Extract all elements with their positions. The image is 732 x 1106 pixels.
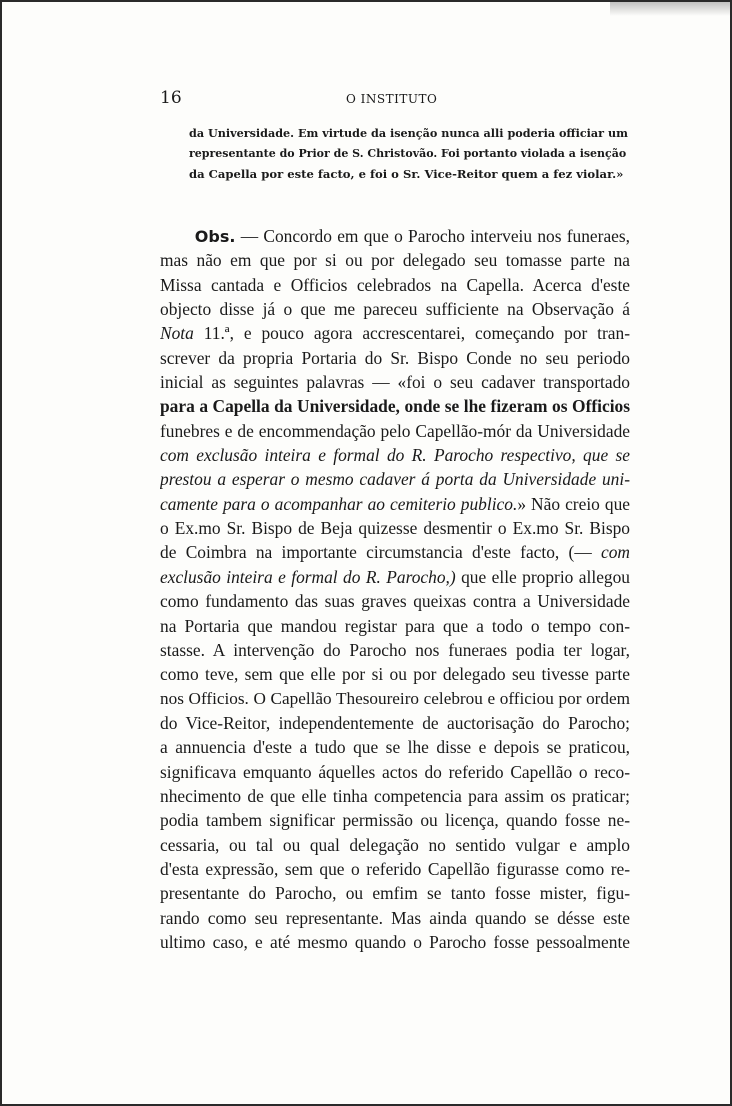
quote-line: representante do Prior de S. Christovão. Foi portanto violada a isenção — [189, 146, 627, 160]
body-line — [160, 321, 630, 345]
page-header — [160, 88, 630, 110]
body-line: com exclusão inteira e formal do R. Parocho respectivo, que se — [160, 445, 630, 466]
body-line: stasse. A intervenção do Parocho nos funeraes podia ter logar, — [160, 639, 630, 660]
body-line-text: » Não creio que — [517, 493, 630, 514]
body-text — [160, 224, 630, 954]
body-line: nhecimento de que elle tinha competencia para assim os praticar; — [160, 785, 630, 806]
running-title: O INSTITUTO — [346, 92, 438, 106]
body-line: a annuencia d'este a tudo que se lhe disse e depois se praticou, — [160, 737, 630, 758]
body-line-text: que elle proprio allegou — [455, 566, 630, 587]
quoted-passage — [189, 123, 629, 185]
body-line: mas não em que por si ou por delegado seu tomasse parte na — [160, 250, 630, 271]
body-line: objecto disse já o que me pareceu sufficiente na Observação á — [160, 299, 630, 320]
italic-text: exclusão inteira e formal do R. Parocho,) — [160, 566, 456, 587]
body-line: do Vice-Reitor, independentemente de auctorisação do Parocho; — [160, 712, 630, 733]
page-fold-shadow — [610, 2, 730, 16]
body-line: nos Officios. O Capellão Thesoureiro celebrou e officiou por ordem — [160, 688, 630, 708]
body-line-text: de Coimbra na importante circumstancia d'este facto, (— — [160, 542, 592, 563]
body-line-text: 11.ª, e pouco agora accrescentarei, começando por tran- — [193, 323, 630, 344]
body-line — [160, 565, 630, 589]
italic-text: Nota — [160, 323, 194, 344]
body-line: funebres e de encommendação pelo Capellão-mór da Universidade — [160, 420, 630, 441]
body-line: cessaria, ou tal ou qual delegação no sentido vulgar e amplo — [160, 834, 630, 855]
body-line: screver da propria Portaria do Sr. Bispo Conde no seu periodo — [160, 347, 630, 368]
body-line — [160, 492, 630, 516]
body-line: significava emquanto áquelles actos do referido Capellão o reco- — [160, 761, 630, 782]
body-line: ultimo caso, e até mesmo quando o Parocho fosse pessoalmente — [160, 931, 630, 952]
body-line: inicial as seguintes palavras — «foi o seu cadaver transportado — [160, 372, 630, 393]
body-line: como teve, sem que elle por si ou por delegado seu tivesse parte — [160, 664, 630, 685]
body-line: d'esta expressão, sem que o referido Capellão figurasse como re- — [160, 858, 630, 879]
body-line — [160, 540, 630, 564]
body-line: como fundamento das suas graves queixas contra a Universidade — [160, 591, 630, 612]
body-line: na Portaria que mandou registar para que a todo o tempo con- — [160, 615, 630, 636]
body-line: para a Capella da Universidade, onde se lhe fizeram os Officios — [160, 396, 630, 417]
quote-line: da Universidade. Em virtude da isenção nunca alli poderia officiar um — [189, 126, 628, 140]
page-number: 16 — [160, 88, 182, 108]
body-line: prestou a esperar o mesmo cadaver á porta da Universidade uni- — [160, 469, 630, 490]
body-line: podia tambem significar permissão ou licença, quando fosse ne- — [160, 810, 630, 831]
body-line: presentante do Parocho, ou emfim se tanto fosse mister, figu- — [160, 883, 630, 904]
obs-label: Obs. — [194, 227, 236, 246]
body-line-text: — Concordo em que o Parocho interveiu nos funeraes, — [235, 226, 630, 246]
body-line: o Ex.mo Sr. Bispo de Beja quizesse desmentir o Ex.mo Sr. Bispo — [160, 518, 630, 539]
italic-text: camente para o acompanhar ao cemiterio publico. — [160, 493, 518, 514]
body-line: Missa cantada e Officios celebrados na Capella. Acerca d'este — [160, 274, 630, 295]
body-line: rando como seu representante. Mas ainda quando se désse este — [160, 907, 630, 928]
italic-text: com — [591, 542, 630, 563]
body-line — [160, 224, 630, 248]
quote-line: da Capella por este facto, e foi o Sr. Vice-Reitor quem a fez violar.» — [189, 167, 624, 181]
